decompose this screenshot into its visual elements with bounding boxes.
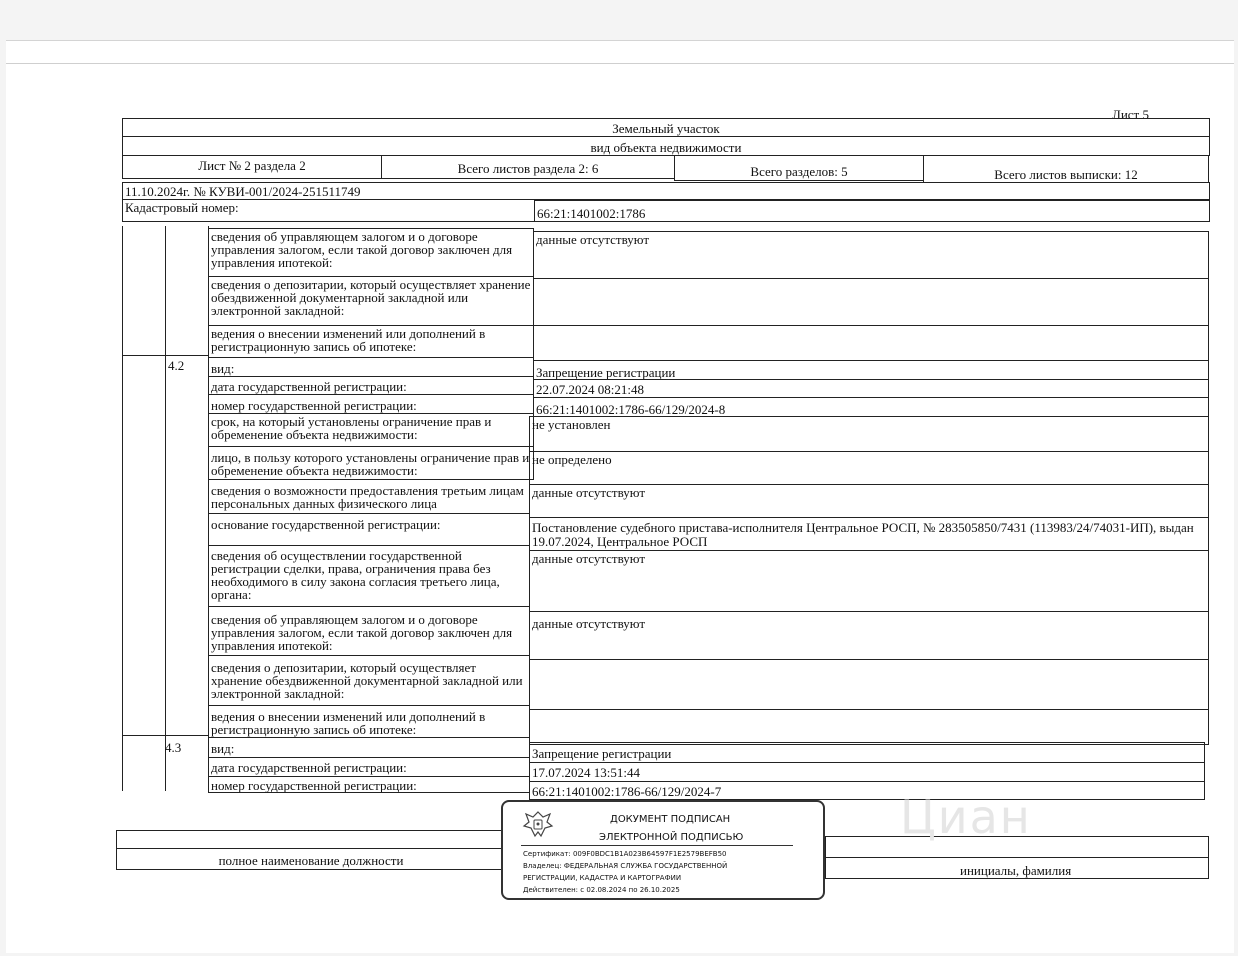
row-label: номер государственной регистрации:	[208, 776, 530, 793]
row-value: 22.07.2024 08:21:48	[533, 379, 1209, 398]
stamp-certificate: Сертификат: 009F0BDC1B1A023B64597F1E2579BEFB50	[523, 850, 727, 858]
row-value: 17.07.2024 13:51:44	[529, 762, 1205, 782]
row-value: данные отсутствуют	[529, 550, 1209, 612]
row-value: данные отсутствуют	[529, 484, 1209, 518]
stamp-owner-1: Владелец: ФЕДЕРАЛЬНАЯ СЛУЖБА ГОСУДАРСТВЕННОЙ	[523, 862, 728, 870]
cadastral-label: Кадастровый номер:	[122, 199, 1210, 222]
row-label: сведения о депозитарии, который осуществляет хранение обездвиженной документарной закладной или электронной закладной:	[208, 655, 530, 706]
row-label: дата государственной регистрации:	[208, 757, 530, 777]
sheet-of-section: Лист № 2 раздела 2	[122, 155, 382, 179]
row-value	[529, 709, 1209, 745]
position-field	[116, 830, 506, 849]
stamp-valid: Действителен: с 02.08.2024 по 26.10.2025	[523, 886, 680, 894]
stamp-divider	[521, 845, 793, 846]
stamp-line-1: ДОКУМЕНТ ПОДПИСАН	[610, 814, 731, 825]
section-43-number: 4.3	[165, 740, 182, 755]
number-column-border	[165, 226, 166, 791]
total-sections: Всего разделов: 5	[674, 155, 924, 181]
watermark: Циан	[900, 790, 1032, 844]
total-sheets-section: Всего листов раздела 2: 6	[381, 155, 675, 179]
row-value: Постановление судебного пристава-исполнителя Центральное РОСП, № 283505850/7431 (113983/24/74031-ИП), выдан 19.07.2024, Центральное РОСП	[529, 517, 1209, 551]
row-label: вид:	[208, 357, 534, 377]
emblem-icon	[521, 808, 555, 840]
row-label: основание государственной регистрации:	[208, 513, 530, 546]
row-label: сведения об осуществлении государственной регистрации сделки, права, ограничения права без необходимого в силу закона согласия третьего лица, органа:	[208, 545, 530, 607]
row-value	[533, 278, 1209, 326]
section-42-number: 4.2	[168, 358, 185, 373]
signature-stamp	[501, 800, 825, 900]
object-type-caption: вид объекта недвижимости	[122, 136, 1210, 156]
section-42-divider	[122, 355, 208, 356]
row-label: сведения о возможности предоставления третьим лицам персональных данных физического лица	[208, 479, 530, 514]
row-value: Запрещение регистрации	[529, 742, 1205, 763]
row-label: сведения об управляющем залогом и о договоре управления залогом, если такой договор заключен для управления ипотекой:	[208, 606, 530, 656]
total-sheets-extract: Всего листов выписки: 12	[923, 155, 1209, 183]
row-label: лицо, в пользу которого установлены ограничение прав и обременение объекта недвижимости:	[208, 446, 534, 480]
row-label: вид:	[208, 737, 530, 758]
row-value: данные отсутствуют	[533, 231, 1209, 279]
row-value	[533, 325, 1209, 361]
row-label: номер государственной регистрации:	[208, 394, 534, 414]
sheet-label: Лист 5	[1112, 107, 1149, 122]
row-value: 66:21:1401002:1786-66/129/2024-7	[529, 781, 1205, 800]
position-caption: полное наименование должности	[218, 853, 404, 868]
initials-caption: инициалы, фамилия	[960, 863, 1072, 878]
row-label: ведения о внесении изменений или дополнений в регистрационную запись об ипотеке:	[208, 325, 534, 358]
sheet-top-edge	[6, 63, 1234, 64]
row-value: Запрещение регистрации	[533, 360, 1209, 380]
row-value: не определено	[529, 451, 1209, 485]
row-value: 66:21:1401002:1786-66/129/2024-8	[533, 397, 1209, 417]
row-value: данные отсутствуют	[529, 611, 1209, 660]
object-type: Земельный участок	[122, 118, 1210, 137]
row-label: сведения об управляющем залогом и о договоре управления залогом, если такой договор заключен для управления ипотекой:	[208, 228, 534, 277]
row-label: сведения о депозитарии, который осуществляет хранение обездвиженной документарной закладной или электронной закладной:	[208, 276, 534, 326]
row-label: срок, на который установлены ограничение прав и обременение объекта недвижимости:	[208, 413, 534, 447]
date-number: 11.10.2024г. № КУВИ-001/2024-251511749	[122, 182, 1210, 200]
row-label: дата государственной регистрации:	[208, 376, 534, 395]
table-left-border	[122, 226, 123, 791]
stamp-line-2: ЭЛЕКТРОННОЙ ПОДПИСЬЮ	[599, 832, 744, 843]
row-value: не установлен	[529, 416, 1209, 452]
stamp-owner-2: РЕГИСТРАЦИИ, КАДАСТРА И КАРТОГРАФИИ	[523, 874, 682, 882]
row-label: ведения о внесении изменений или дополнений в регистрационную запись об ипотеке:	[208, 705, 530, 738]
section-43-divider	[122, 735, 208, 736]
cadastral-value: 66:21:1401002:1786	[534, 200, 1210, 222]
row-value	[529, 659, 1209, 710]
